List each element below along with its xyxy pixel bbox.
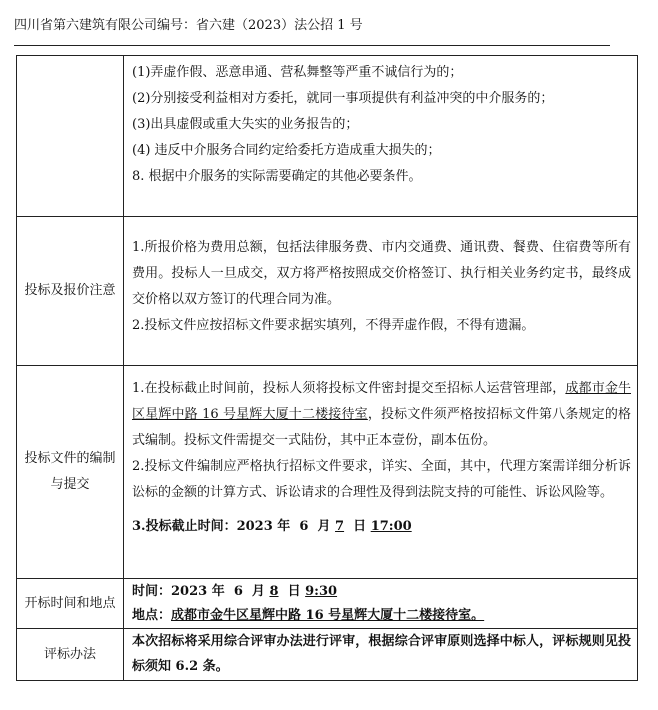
row-evaluation — [17, 629, 638, 681]
opening-content — [124, 579, 638, 629]
condition-item-8: 8. 根据中介服务的实际需要确定的其他必要条件。 — [132, 169, 422, 184]
deadline-time: 17:00 — [370, 519, 412, 534]
bid-notes-content — [124, 217, 638, 366]
row-bid-notes — [17, 217, 638, 366]
document-header — [14, 18, 363, 34]
evaluation-label: 评标办法 — [17, 629, 124, 681]
deadline-day-unit: 日 — [353, 519, 367, 534]
opening-day-unit: 日 — [287, 584, 301, 599]
opening-place-value: 成都市金牛区星辉中路 16 号星辉大厦十二楼接待室。 — [171, 608, 485, 623]
opening-place — [124, 604, 637, 628]
bid-docs-label: 投标文件的编制与提交 — [17, 366, 124, 579]
bid-notes-paragraph-1: 1.所报价格为费用总额，包括法律服务费、市内交通费、通讯费、餐费、住宿费等所有费用。投标人一旦成交，双方将严格按照成交价格签订、执行相关业务约定书，最终成交价格以双方签订的代理合同为准。 — [132, 240, 631, 307]
bid-deadline — [124, 514, 637, 540]
bid-docs-content — [124, 366, 638, 579]
tender-info-table — [16, 55, 638, 681]
header-rule — [14, 45, 610, 46]
deadline-day: 7 — [335, 519, 345, 534]
deadline-label: 3.投标截止时间： — [132, 519, 237, 534]
opening-time-value: 9:30 — [305, 584, 338, 599]
opening-month: 6 — [233, 584, 243, 599]
row-bid-docs — [17, 366, 638, 579]
bid-docs-paragraph-1 — [124, 376, 637, 454]
evaluation-text: 本次招标将采用综合评审办法进行评审，根据综合评审原则选择中标人，评标规则见投标须知 6.2 条。 — [132, 634, 631, 674]
evaluation-content — [124, 629, 638, 681]
opening-month-unit: 月 — [251, 584, 265, 599]
deadline-year-unit: 年 — [277, 519, 291, 534]
bid-docs-paragraph-2: 2.投标文件编制应严格执行招标文件要求，详实、全面，其中，代理方案需详细分析诉讼标的金额的计算方式、诉讼请求的合理性及得到法院支持的可能性、诉讼风险等。 — [132, 459, 631, 500]
submission-address: 成都市金牛区星辉中路 16 号星辉大厦十二楼接待室 — [132, 381, 631, 422]
bid-docs-p1-after: ，投标文件须严格按招标文件第八条规定的格式编制。投标文件需提交一式陆份，其中正本壹份，副本伍份。 — [132, 407, 631, 448]
deadline-month-unit: 月 — [317, 519, 331, 534]
bid-notes-paragraph-2: 2.投标文件应按招标文件要求据实填列，不得弄虚作假，不得有遗漏。 — [132, 318, 535, 333]
opening-label: 开标时间和地点 — [17, 579, 124, 629]
condition-item-4: (4) 违反中介服务合同约定给委托方造成重大损失的； — [132, 143, 441, 158]
opening-day: 8 — [269, 584, 279, 599]
conditions-label-cell — [17, 56, 124, 217]
bid-notes-label: 投标及报价注意 — [17, 217, 124, 366]
condition-item-2: (2)分别接受利益相对方委托，就同一事项提供有利益冲突的中介服务的； — [132, 91, 554, 106]
opening-year: 2023 — [171, 584, 208, 599]
opening-place-label: 地点： — [132, 608, 172, 623]
header-text: 四川省第六建筑有限公司编号：省六建（2023）法公招 1 号 — [14, 18, 363, 33]
deadline-month: 6 — [299, 519, 309, 534]
deadline-year: 2023 — [236, 519, 273, 534]
opening-time — [124, 580, 637, 604]
row-conditions — [17, 56, 638, 217]
row-opening — [17, 579, 638, 629]
conditions-content-cell — [124, 56, 638, 217]
condition-item-1: (1)弄虚作假、恶意串通、营私舞整等严重不诚信行为的； — [132, 65, 463, 80]
bid-docs-p1-before: 1.在投标截止时间前，投标人须将投标文件密封提交至招标人运营管理部， — [132, 381, 566, 396]
condition-item-3: (3)出具虚假或重大失实的业务报告的； — [132, 117, 359, 132]
opening-time-label: 时间： — [132, 584, 172, 599]
opening-year-unit: 年 — [211, 584, 225, 599]
